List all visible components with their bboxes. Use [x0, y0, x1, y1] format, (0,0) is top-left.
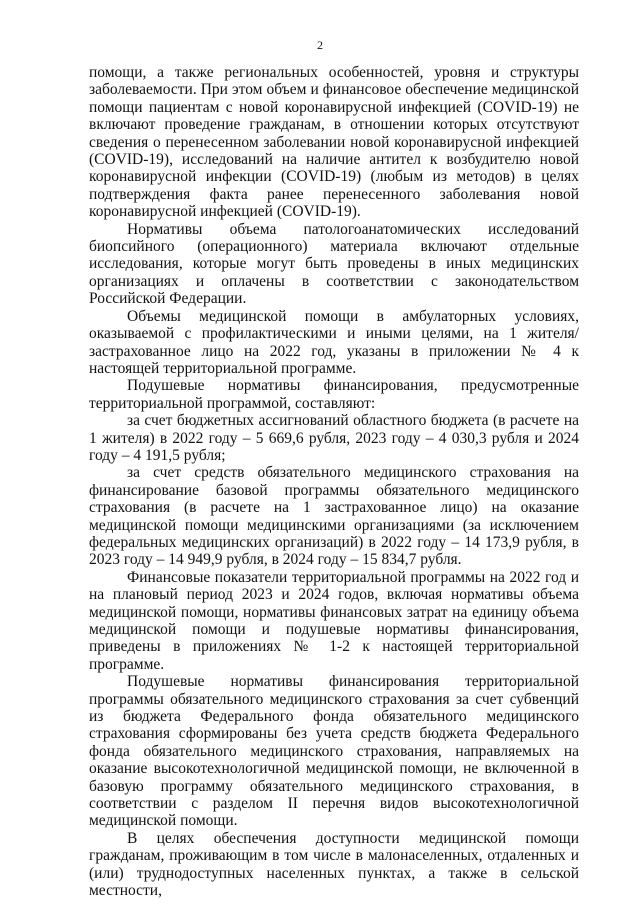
paragraph-per-capita-intro: Подушевые нормативы финансирования, предусмотренные территориальной программой, составляют: [89, 377, 579, 412]
paragraph-oms-funds: за счет средств обязательного медицинского страхования на финансирование базовой программы обязательного медицинского страхования (в расчете на 1 застрахованное лицо) на оказание медицинской помощи медицинскими организациями (за исключением федеральных медицинских организаций) в 2022 году – 14 173,9 рубля, в 2023 году – 14 949,9 рубля, в 2024 году – 15 834,7 рубля. [89, 464, 579, 569]
page-number: 2 [317, 38, 323, 52]
paragraph-continuation: помощи, а также региональных особенностей, уровня и структуры заболеваемости. При этом объем и финансовое обеспечение медицинской помощи пациентам с новой коронавирусной инфекцией (COVID-19) не включают проведение гражданам, в отношении которых отсутствуют сведения о перенесенном заболевании новой коронавирусной инфекцией (COVID-19), исследований на наличие антител к возбудителю новой коронавирусной инфекции (COVID-19) (любым из методов) в целях подтверждения факта ранее перенесенного заболевания новой коронавирусной инфекцией (COVID-19). [89, 64, 579, 221]
paragraph-financial-indicators: Финансовые показатели территориальной программы на 2022 год и на плановый период 2023 и 2024 годов, включая нормативы объема медицинской помощи, нормативы финансовых затрат на единицу объема медицинской помощи и подушевые нормативы финансирования, приведены в приложениях № 1-2 к настоящей территориальной программе. [89, 568, 579, 673]
document-body [89, 64, 579, 900]
paragraph-regional-budget: за счет бюджетных ассигнований областного бюджета (в расчете на 1 жителя) в 2022 году – 5 669,6 рубля, 2023 году – 4 030,3 рубля и 2024 году – 4 191,5 рубля; [89, 412, 579, 464]
paragraph-oms-subventions: Подушевые нормативы финансирования территориальной программы обязательного медицинского страхования за счет субвенций из бюджета Федерального фонда обязательного медицинского страхования сформированы без учета средств бюджета Федерального фонда обязательного медицинского страхования, направляемых на оказание высокотехнологичной медицинской помощи, не включенной в базовую программу обязательного медицинского страхования, в соответствии с разделом II перечня видов высокотехнологичной медицинской помощи. [89, 673, 579, 830]
paragraph-pathology-norms: Нормативы объема патологоанатомических исследований биопсийного (операционного) материала включают отдельные исследования, которые могут быть проведены в иных медицинских организациях и оплачены в соответствии с законодательством Российской Федерации. [89, 220, 579, 308]
paragraph-accessibility: В целях обеспечения доступности медицинской помощи гражданам, проживающим в том числе в малонаселенных, отдаленных и (или) труднодоступных населенных пунктах, а также в сельской местности, [89, 829, 579, 900]
paragraph-outpatient-volumes: Объемы медицинской помощи в амбулаторных условиях, оказываемой с профилактическими и иными целями, на 1 жителя/застрахованное лицо на 2022 год, указаны в приложении № 4 к настоящей территориальной программе. [89, 307, 579, 377]
